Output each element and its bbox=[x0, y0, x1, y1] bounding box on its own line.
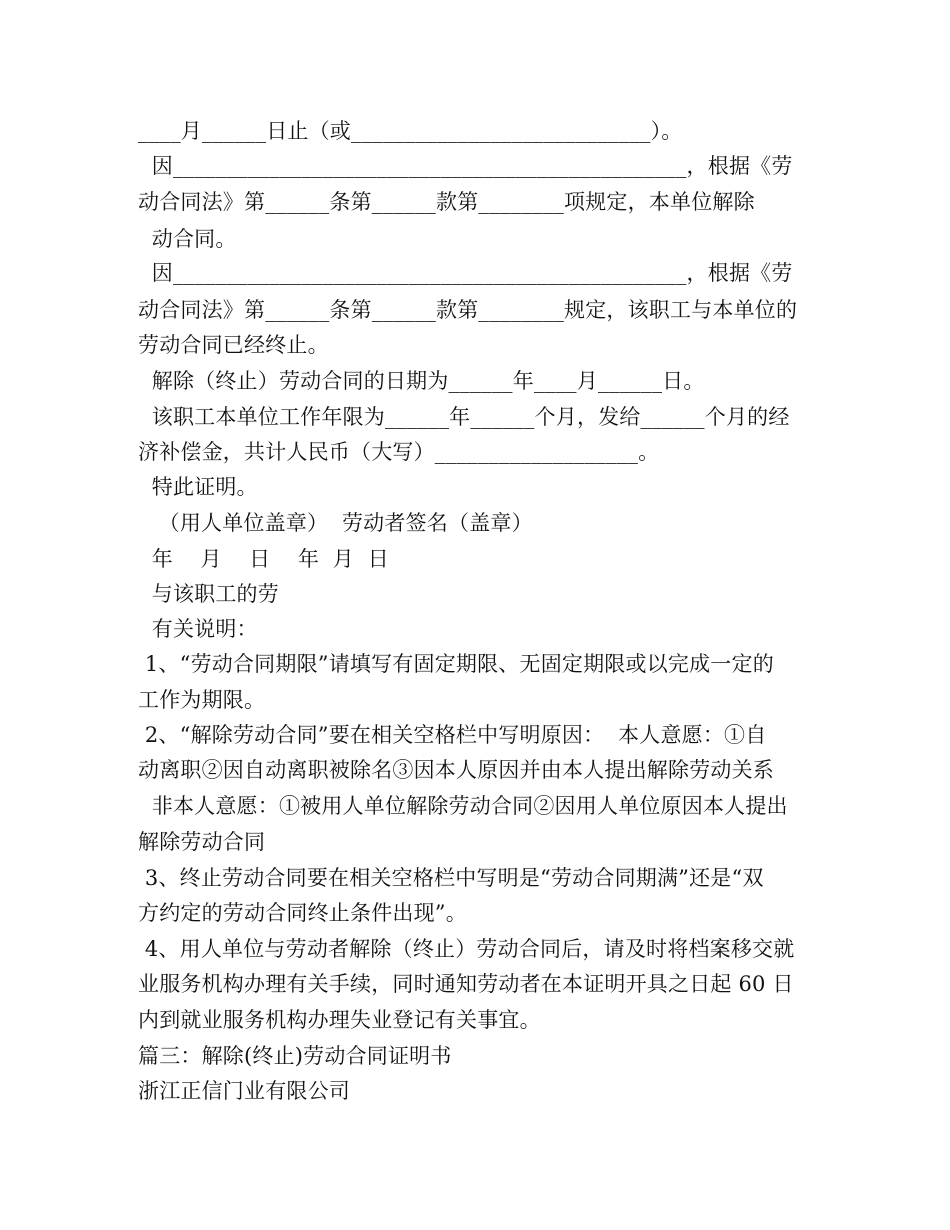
section-title: 篇三：解除(终止)劳动合同证明书 bbox=[138, 1044, 452, 1068]
text-line: 该职工本单位工作年限为______年______个月，发给______个月的经 bbox=[138, 405, 790, 429]
text-line: 动合同法》第______条第______款第________规定，该职工与本单位的 bbox=[138, 298, 798, 322]
date-line: 年 月 日 年 月 日 bbox=[138, 547, 389, 571]
note-2: 2、“解除劳动合同”要在相关空格栏中写明原因： 本人意愿：①自 bbox=[138, 723, 767, 747]
text-line: 与该职工的劳 bbox=[138, 582, 279, 606]
signature-line: （用人单位盖章） 劳动者签名（盖章） bbox=[138, 511, 533, 535]
note-3: 3、终止劳动合同要在相关空格栏中写明是“劳动合同期满”还是“双 bbox=[138, 866, 764, 890]
note-4: 4、用人单位与劳动者解除（终止）劳动合同后，请及时将档案移交就 bbox=[138, 937, 795, 961]
note-2-cont: 非本人意愿：①被用人单位解除劳动合同②因用人单位原因本人提出 bbox=[138, 794, 788, 818]
note-2-cont: 动离职②因自动离职被除名③因本人原因并由本人提出解除劳动关系 bbox=[138, 758, 774, 782]
text-line: 因________________________________________________，根据《劳 bbox=[138, 154, 793, 178]
note-2-cont: 解除劳动合同 bbox=[138, 830, 266, 854]
text-line: 动合同。 bbox=[138, 227, 237, 251]
company-name: 浙江正信门业有限公司 bbox=[138, 1079, 350, 1103]
notes-heading: 有关说明： bbox=[138, 617, 258, 641]
note-3-cont: 方约定的劳动合同终止条件出现”。 bbox=[138, 901, 467, 925]
note-4-cont: 内到就业服务机构办理失业登记有关事宜。 bbox=[138, 1008, 541, 1032]
note-1: 1、“劳动合同期限”请填写有固定期限、无固定期限或以完成一定的 bbox=[138, 652, 774, 676]
text-line: 因________________________________________________，根据《劳 bbox=[138, 261, 793, 285]
text-line: 动合同法》第______条第______款第________项规定，本单位解除 bbox=[138, 190, 755, 214]
text-line: 解除（终止）劳动合同的日期为______年____月______日。 bbox=[138, 369, 705, 393]
text-line: 济补偿金，共计人民币（大写）___________________。 bbox=[138, 440, 660, 464]
text-line: 特此证明。 bbox=[138, 475, 258, 499]
text-line: ____月______日止（或____________________________）。 bbox=[138, 119, 683, 143]
note-4-cont: 业服务机构办理有关手续，同时通知劳动者在本证明开具之日起 60 日 bbox=[138, 972, 794, 996]
note-1-cont: 工作为期限。 bbox=[138, 688, 266, 712]
text-line: 劳动合同已经终止。 bbox=[138, 333, 329, 357]
